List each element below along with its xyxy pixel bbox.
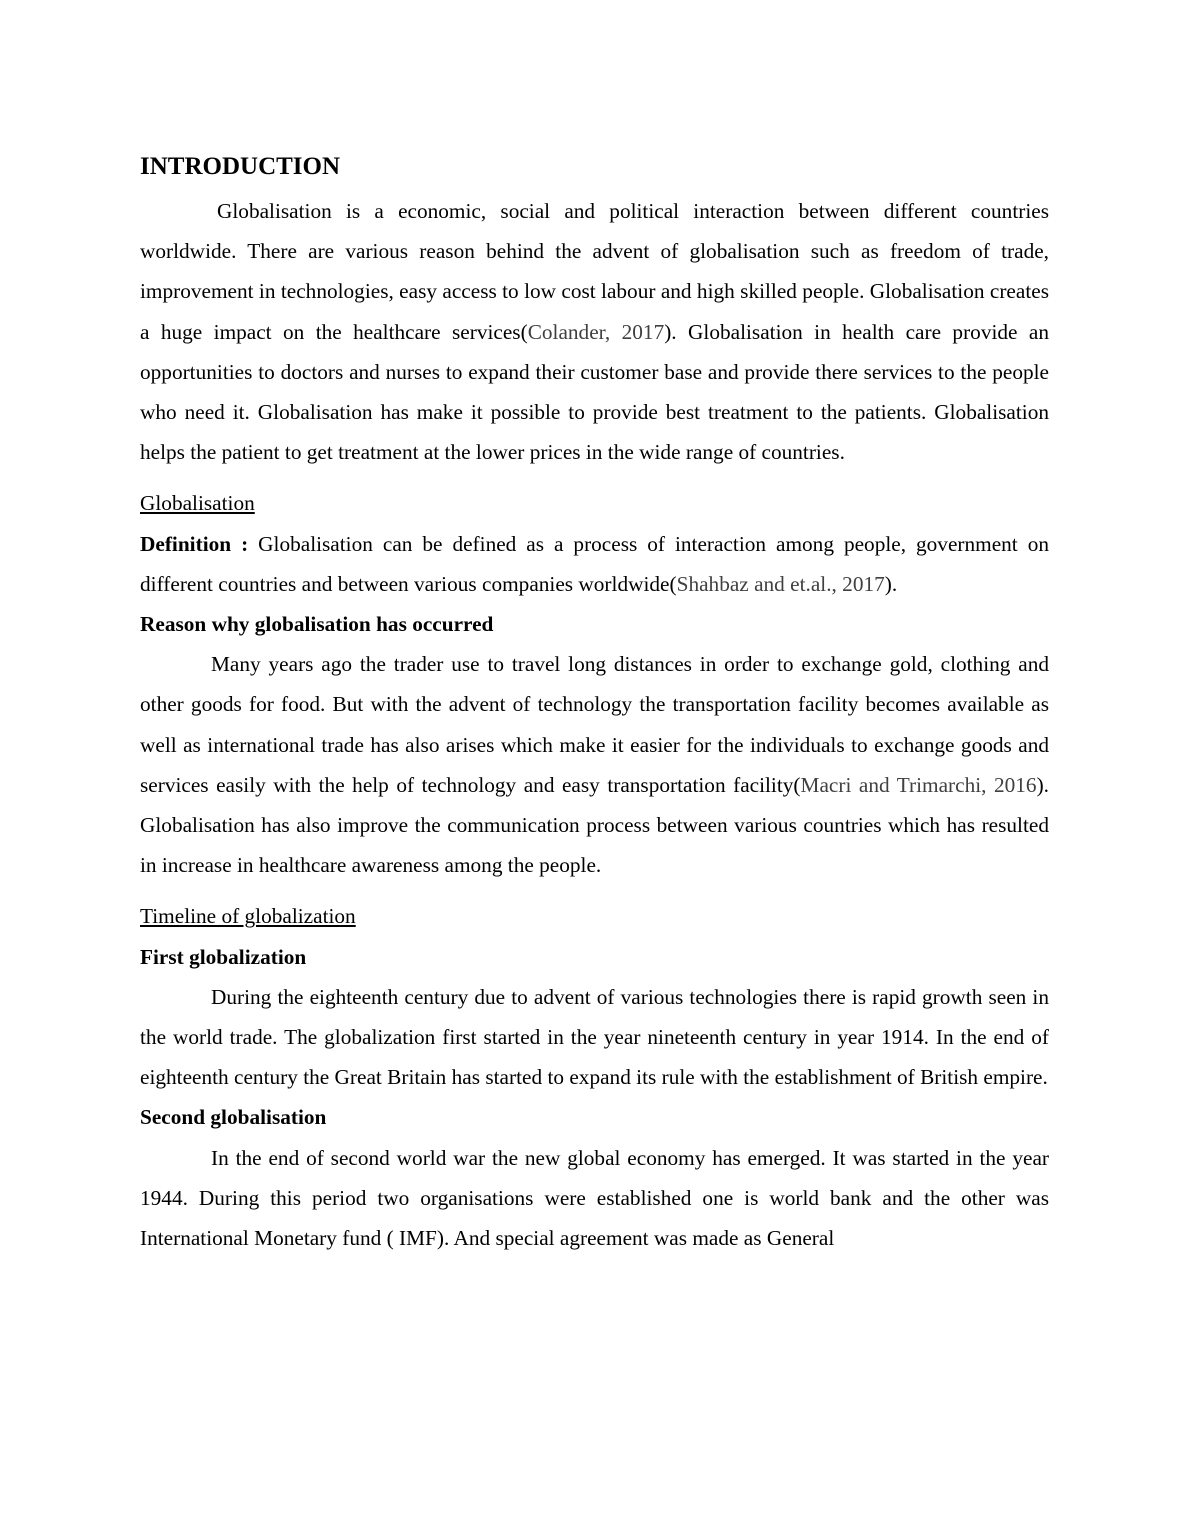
definition-label: Definition : bbox=[140, 531, 249, 556]
intro-text-1: Globalisation is a economic, social and political interaction between different countries worldwide. There are various reason behind the advent of globalisation such as freedom of trade, improvement in technologies, easy access to low cost labour and high skilled people. Globalisation creates a huge impact on the healthcare services( bbox=[140, 199, 1049, 344]
first-globalization-paragraph: During the eighteenth century due to advent of various technologies there is rapid growth seen in the world trade. The globalization first started in the year nineteenth century in year 1914. In the end of eighteenth century the Great Britain has started to expand its rule with the establishment of British empire. bbox=[140, 984, 1049, 1090]
introduction-heading: INTRODUCTION bbox=[140, 153, 341, 180]
timeline-subheading: Timeline of globalization bbox=[140, 904, 356, 929]
timeline-subheading-line bbox=[140, 896, 1049, 936]
globalisation-subheading: Globalisation bbox=[140, 491, 255, 516]
intro-text-2: ). Globalisation in health care provide an opportunities to doctors and nurses to expand their customer base and provide there services to the people who need it. Globalisation has make it possible to provide best treatment to the patients. Globalisation helps the patient to get treatment at the lower prices in the wide range of countries. bbox=[140, 319, 1049, 465]
reason-paragraph bbox=[140, 644, 1049, 885]
definition-citation: Shahbaz and et.al., 2017 bbox=[676, 571, 885, 596]
second-globalisation-paragraph: In the end of second world war the new global economy has emerged. It was started in the year 1944. During this period two organisations were established one is world bank and the other was International Monetary fund ( IMF). And special agreement was made as General bbox=[140, 1145, 1049, 1251]
intro-paragraph bbox=[140, 191, 1049, 472]
intro-citation: Colander, 2017 bbox=[527, 319, 665, 344]
first-globalization-heading: First globalization bbox=[140, 944, 307, 969]
reason-text-1: Many years ago the trader use to travel long distances in order to exchange gold, clothing and other goods for food. But with the advent of technology the transportation facility becomes available as well as international trade has also arises which make it easier for the individuals to exchange goods and services easily with the help of technology and easy transportation facility( bbox=[140, 652, 1049, 797]
globalisation-subheading-line bbox=[140, 483, 1049, 523]
definition-paragraph bbox=[140, 524, 1049, 604]
document-page bbox=[140, 150, 1049, 1258]
definition-text-1: Globalisation can be defined as a process of interaction among people, government on different countries and between various companies worldwide( bbox=[140, 531, 1049, 596]
reason-citation: Macri and Trimarchi, 2016 bbox=[800, 772, 1037, 797]
definition-text-2: ). bbox=[884, 571, 898, 596]
reason-heading: Reason why globalisation has occurred bbox=[140, 612, 494, 637]
reason-text-2: ). Globalisation has also improve the communication process between various countries which has resulted in increase in healthcare awareness among the people. bbox=[140, 772, 1049, 878]
second-globalisation-heading: Second globalisation bbox=[140, 1105, 327, 1130]
